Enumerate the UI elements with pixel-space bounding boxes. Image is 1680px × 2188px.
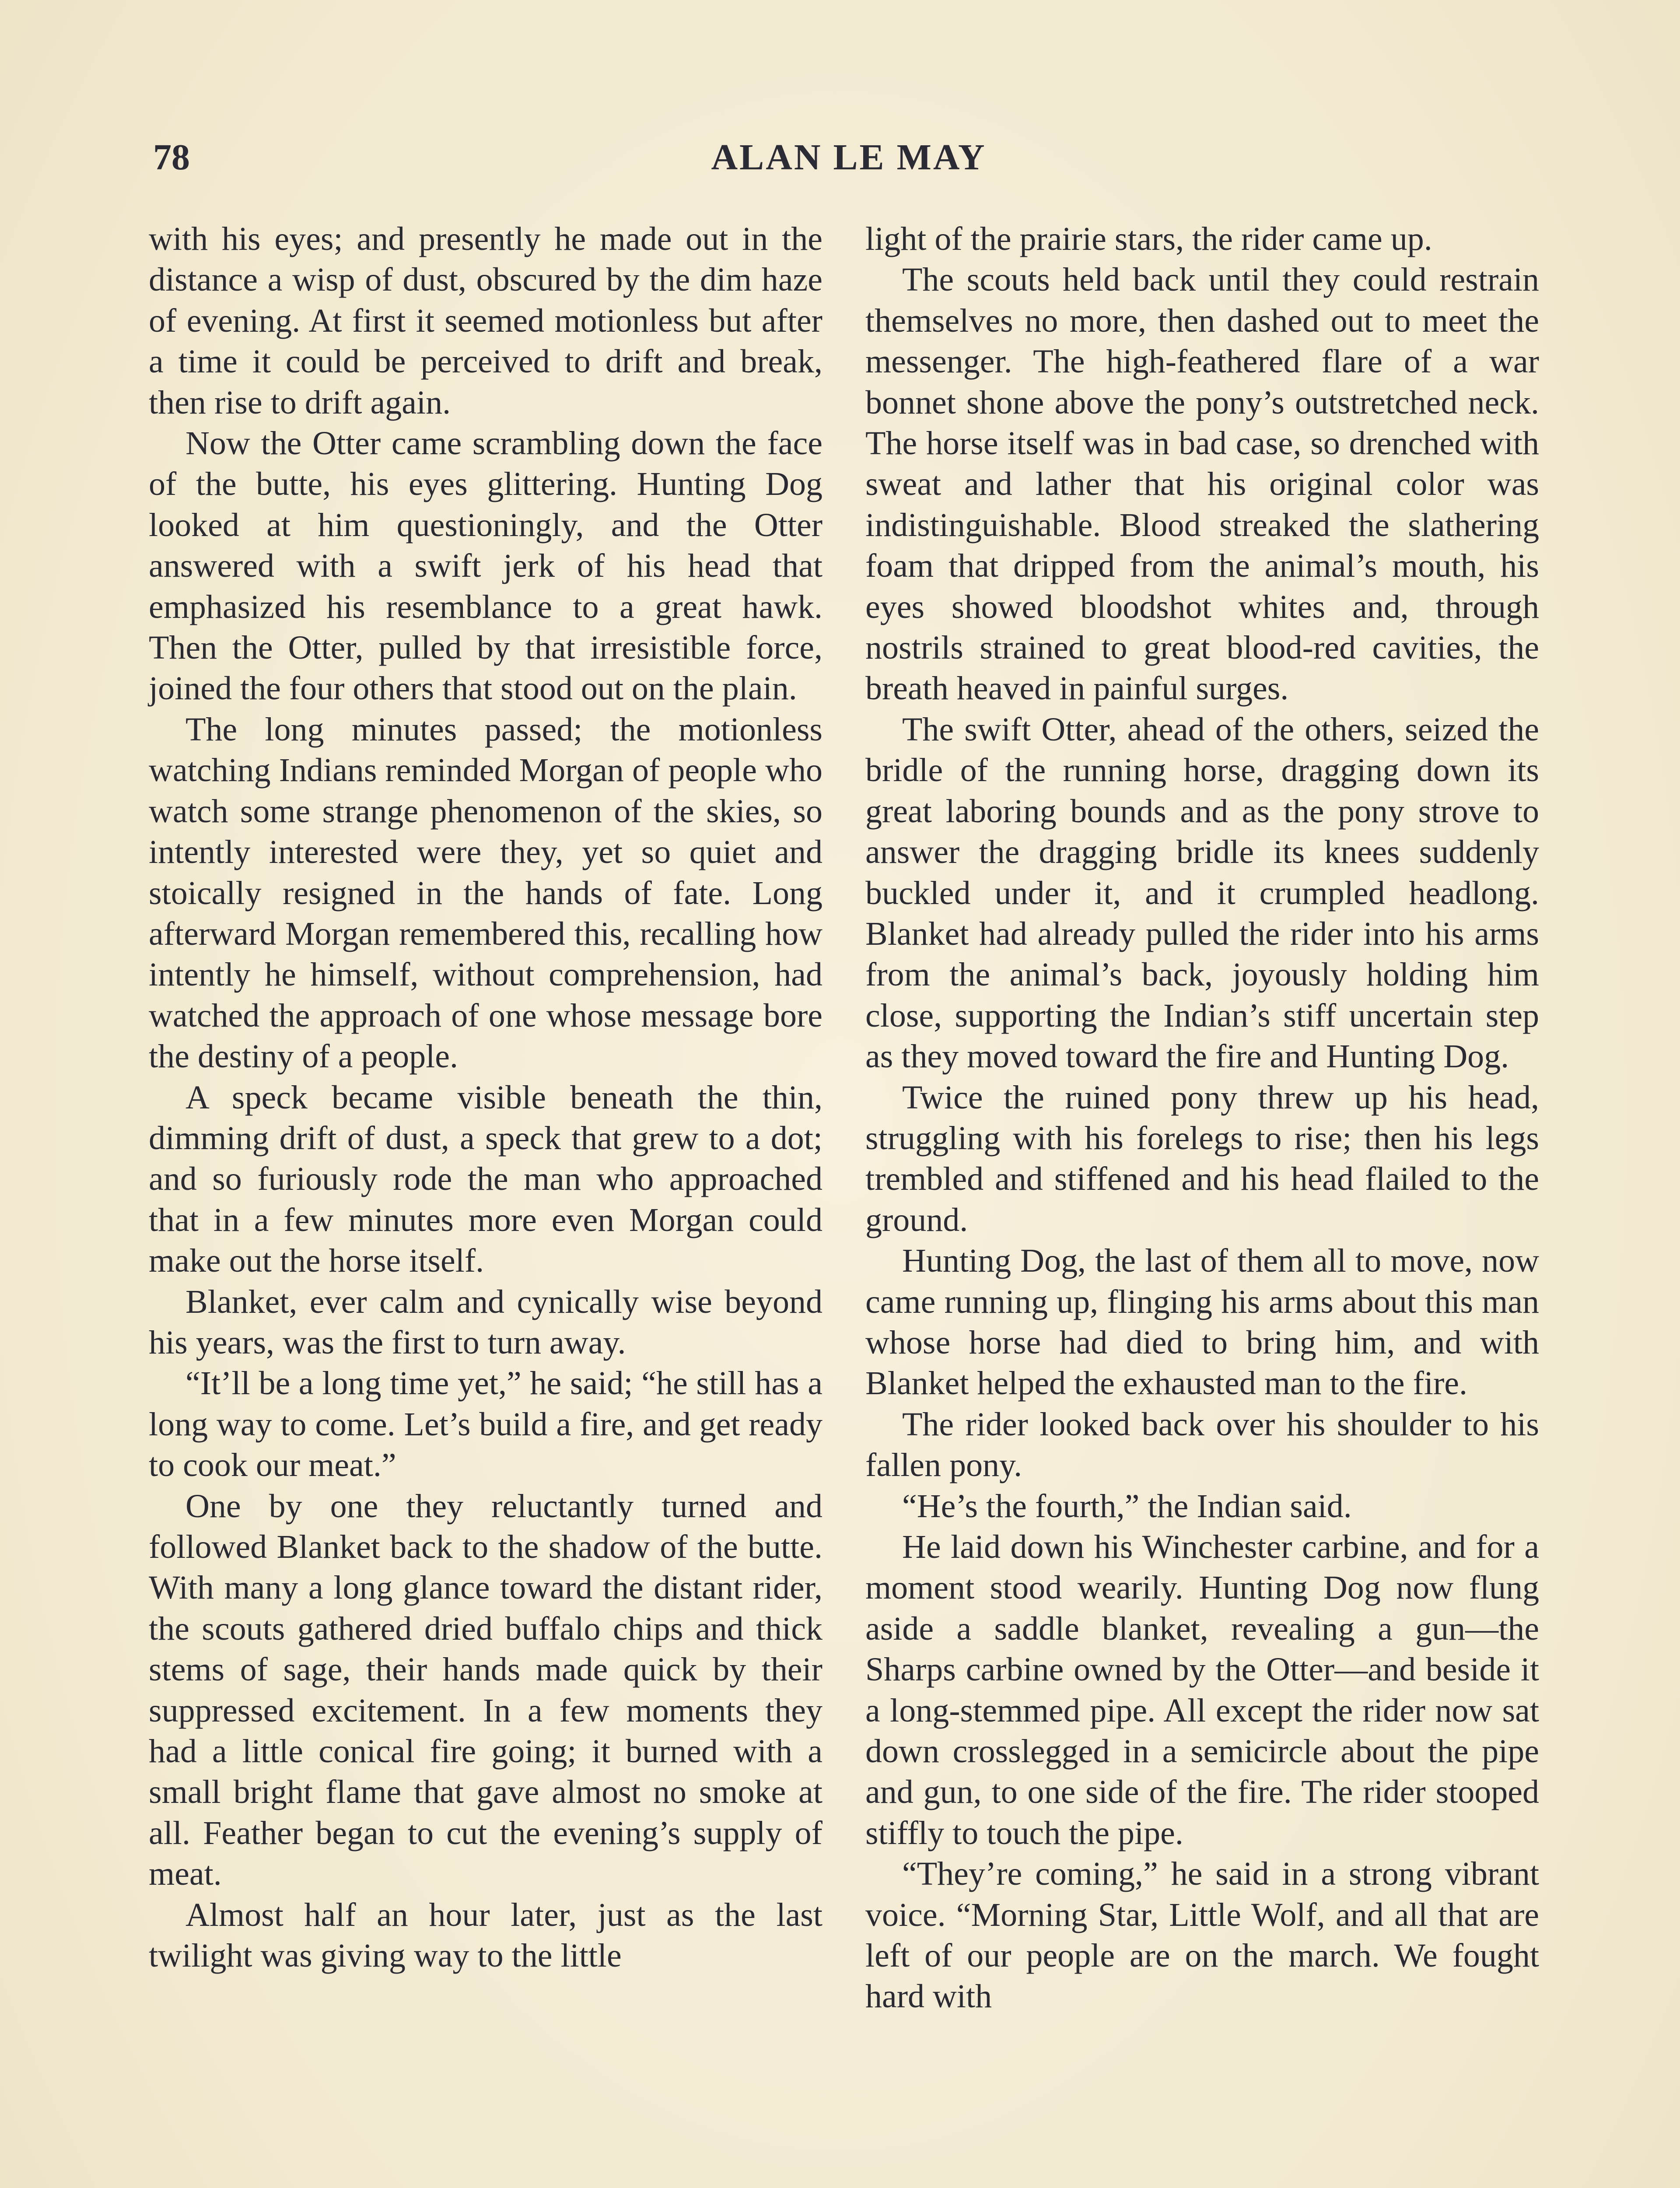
paragraph: “They’re coming,” he said in a strong vibrant voice. “Morning Star, Little Wolf, and all that are left of our people are on the march. We fought hard with (865, 1855, 1539, 2015)
paragraph: One by one they reluctantly turned and followed Blanket back to the shadow of the butte. With many a long glance toward the distant rider, the scouts gathered dried buffalo chips and thick stems of sage, their hands made quick by their suppressed excitement. In a few moments they had a little conical fire going; it burned with a small bright flame that gave almost no smoke at all. Feather began to cut the evening’s supply of meat. (149, 1487, 822, 1893)
paragraph: with his eyes; and presently he made out in the distance a wisp of dust, obscured by the dim haze of evening. At first it seemed motionless but after a time it could be perceived to drift and break, then rise to drift again. (149, 221, 822, 421)
running-head: ALAN LE MAY (711, 137, 987, 178)
right-column (865, 219, 1539, 2017)
paragraph: “It’ll be a long time yet,” he said; “he still has a long way to come. Let’s build a fire, and get ready to cook our meat.” (149, 1365, 822, 1484)
page-header (149, 131, 1549, 184)
paragraph: “He’s the fourth,” the Indian said. (902, 1487, 1352, 1525)
paragraph: He laid down his Winchester carbine, and for a moment stood wearily. Hunting Dog now flung aside a saddle blanket, revealing a gun—the Sharps carbine owned by the Otter—and beside it a long-stemmed pipe. All except the rider now sat down crosslegged in a semicircle about the pipe and gun, to one side of the fire. The rider stooped stiffly to touch the pipe. (865, 1529, 1539, 1851)
paragraph: light of the prairie stars, the rider came up. (865, 221, 1432, 257)
paragraph: Twice the ruined pony threw up his head, struggling with his forelegs to rise; then his legs trembled and stiffened and his head flailed to the ground. (865, 1079, 1539, 1238)
paragraph: Hunting Dog, the last of them all to move, now came running up, flinging his arms about this man whose horse had died to bring him, and with Blanket helped the exhausted man to the fire. (865, 1242, 1539, 1402)
paragraph: Almost half an hour later, just as the last twilight was giving way to the little (149, 1896, 822, 1974)
paragraph: The long minutes passed; the motionless watching Indians reminded Morgan of people who watch some strange phenomenon of the skies, so intently interested were they, yet so quiet and stoically resigned in the hands of fate. Long afterward Morgan remembered this, recalling how intently he himself, without comprehension, had watched the approach of one whose message bore the destiny of a people. (149, 711, 822, 1075)
paragraph: Now the Otter came scrambling down the face of the butte, his eyes glittering. Hunting Dog looked at him questioningly, and the Otter answered with a swift jerk of his head that emphasized his resemblance to a great hawk. Then the Otter, pulled by that irresistible force, joined the four others that stood out on the plain. (149, 425, 822, 707)
paragraph: The swift Otter, ahead of the others, seized the bridle of the running horse, dragging down its great laboring bounds and as the pony strove to answer the dragging bridle its knees suddenly buckled under it, and it crumpled headlong. Blanket had already pulled the rider into his arms from the animal’s back, joyously holding him close, supporting the Indian’s stiff uncertain step as they moved toward the fire and Hunting Dog. (865, 711, 1539, 1075)
paragraph: The rider looked back over his shoulder to his fallen pony. (865, 1406, 1539, 1484)
left-column (149, 219, 822, 1976)
paragraph: The scouts held back until they could restrain themselves no more, then dashed out to meet the messenger. The high-feathered flare of a war bonnet shone above the pony’s outstretched neck. The horse itself was in bad case, so drenched with sweat and lather that his original color was indistinguishable. Blood streaked the slathering foam that dripped from the animal’s mouth, his eyes showed bloodshot whites and, through nostrils strained to great blood-red cavities, the breath heaved in painful surges. (865, 261, 1539, 707)
page-number: 78 (153, 137, 190, 178)
paragraph: A speck became visible beneath the thin, dimming drift of dust, a speck that grew to a dot; and so furiously rode the man who approached that in a few minutes more even Morgan could make out the horse itself. (149, 1079, 822, 1280)
paragraph: Blanket, ever calm and cynically wise beyond his years, was the first to turn away. (149, 1283, 822, 1361)
